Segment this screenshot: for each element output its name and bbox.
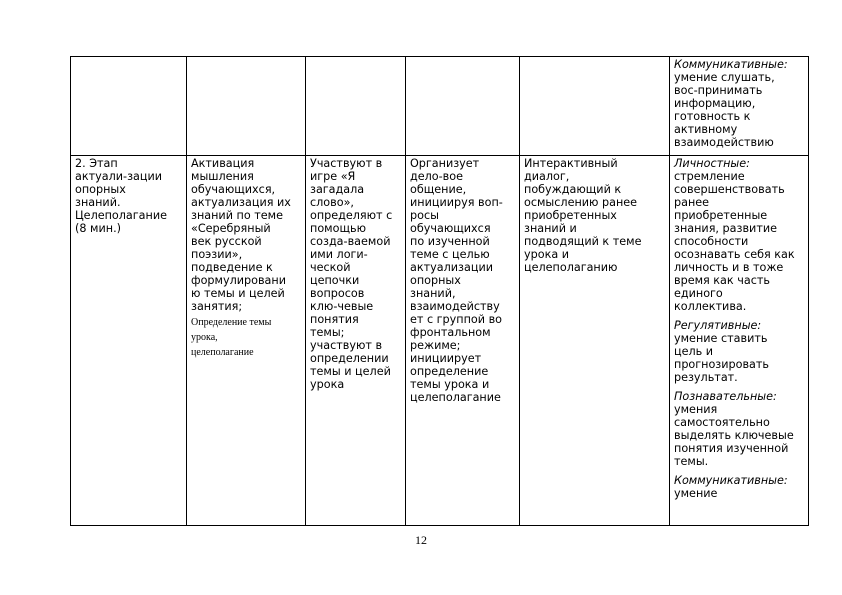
cell-line: режиме; — [410, 339, 461, 352]
cell-line: век русской — [191, 235, 262, 248]
cell-line: диалог, — [524, 170, 570, 183]
cell-line: опорных — [75, 183, 126, 196]
cell-line: темы урока и — [410, 378, 490, 391]
cell-line: приобретенные — [674, 209, 768, 222]
result-block-cognitive — [674, 390, 806, 468]
cell-line: инициирует — [410, 352, 482, 365]
cell-line: темы и целей — [310, 365, 391, 378]
cell-line: игре «Я — [310, 170, 356, 183]
cell-line: (8 мин.) — [75, 222, 121, 235]
cell-line: Интерактивный — [524, 157, 618, 170]
cell-line: поэзии», — [191, 248, 243, 261]
cell-line: целеполагание — [410, 391, 501, 404]
result-block-communicative — [674, 58, 806, 149]
cell-line: знания, развитие — [674, 222, 777, 235]
cell-line: побуждающий к — [524, 183, 622, 196]
cell-line: взаимодействию — [674, 136, 774, 149]
cell-line: по изученной — [410, 235, 490, 248]
table-cell-teacher — [406, 57, 520, 156]
cell-line: обучающихся — [410, 222, 491, 235]
cell-line: приобретенных — [524, 209, 617, 222]
cell-line: занятия; — [191, 300, 243, 313]
table-cell-teacher — [406, 156, 520, 526]
cell-line: подводящий к теме — [524, 235, 642, 248]
result-label: Регулятивные: — [674, 319, 762, 332]
cell-line: ческой — [310, 261, 351, 274]
cell-line: определение — [410, 365, 489, 378]
result-block-personal — [674, 157, 806, 313]
cell-line: готовность к — [674, 110, 751, 123]
cell-line: актуали-зации — [75, 170, 163, 183]
cell-line: дело-вое — [410, 170, 463, 183]
cell-line: темы; — [310, 326, 345, 339]
cell-line: теме с целью — [410, 248, 490, 261]
cell-line: коллектива. — [674, 300, 747, 313]
table-cell-method — [520, 156, 670, 526]
cell-line: выделять ключевые — [674, 429, 794, 442]
cell-line: умение слушать, — [674, 71, 775, 84]
table-cell-students — [306, 156, 406, 526]
cell-line: осознавать себя как — [674, 248, 795, 261]
cell-line: слово», — [310, 196, 354, 209]
cell-line: целеполагание — [191, 347, 254, 358]
page-number: 12 — [415, 533, 427, 547]
cell-line: мышления — [191, 170, 254, 183]
cell-line: Активация — [191, 157, 255, 170]
table-cell-content — [187, 57, 306, 156]
cell-line: цепочки — [310, 274, 360, 287]
cell-line: ими логи- — [310, 248, 368, 261]
table-row — [71, 57, 809, 156]
cell-line: «Серебряный — [191, 222, 271, 235]
cell-line: ет с группой во — [410, 313, 503, 326]
cell-line: актуализации — [410, 261, 493, 274]
cell-line: формулировани — [191, 274, 286, 287]
cell-line: знаний по теме — [191, 209, 283, 222]
cell-line: знаний и — [524, 222, 577, 235]
cell-line: стремление — [674, 170, 745, 183]
cell-line: подведение к — [191, 261, 273, 274]
result-label: Коммуникативные: — [674, 58, 788, 71]
cell-line: информацию, — [674, 97, 756, 110]
cell-line: Участвуют в — [310, 157, 383, 170]
cell-line: умение — [674, 487, 718, 500]
cell-line: ранее — [674, 196, 710, 209]
cell-line: целеполаганию — [524, 261, 618, 274]
cell-line: взаимодейству — [410, 300, 500, 313]
table-cell-results — [670, 57, 809, 156]
cell-line: ю темы и целей — [191, 287, 285, 300]
cell-line: клю-чевые — [310, 300, 374, 313]
cell-line: прогнозировать — [674, 358, 770, 371]
cell-line: время как часть — [674, 274, 770, 287]
cell-line: опорных — [410, 274, 461, 287]
table-cell-method — [520, 57, 670, 156]
cell-line: участвуют в — [310, 339, 383, 352]
result-label: Личностные: — [674, 157, 750, 170]
cell-line: помощью — [310, 222, 366, 235]
cell-line: урока — [310, 378, 345, 391]
cell-line: инициируя воп- — [410, 196, 503, 209]
cell-line: урока и — [524, 248, 570, 261]
cell-line: понятия — [310, 313, 359, 326]
table-cell-stage — [71, 57, 187, 156]
cell-line: понятия изученной — [674, 442, 789, 455]
content-note — [191, 315, 303, 360]
result-label: Коммуникативные: — [674, 474, 788, 487]
cell-line: определении — [310, 352, 389, 365]
cell-line: умение ставить — [674, 332, 768, 345]
cell-line: знаний, — [410, 287, 456, 300]
result-label: Познавательные: — [674, 390, 777, 403]
cell-line: Организует — [410, 157, 480, 170]
table-cell-content — [187, 156, 306, 526]
cell-line: вопросов — [310, 287, 365, 300]
cell-line: осмыслению ранее — [524, 196, 638, 209]
cell-line: актуализация их — [191, 196, 291, 209]
cell-line: росы — [410, 209, 439, 222]
cell-line: активному — [674, 123, 738, 136]
lesson-plan-table — [70, 56, 809, 526]
cell-line: единого — [674, 287, 723, 300]
table-cell-results — [670, 156, 809, 526]
cell-line: вос-принимать — [674, 84, 763, 97]
cell-line: личность и в тоже — [674, 261, 784, 274]
cell-line: обучающихся, — [191, 183, 276, 196]
cell-line: умения — [674, 403, 718, 416]
cell-line: урока, — [191, 332, 218, 343]
cell-line: темы. — [674, 455, 709, 468]
cell-line: способности — [674, 235, 749, 248]
cell-line: совершенствовать — [674, 183, 785, 196]
cell-line: Определение темы — [191, 317, 272, 328]
result-block-communicative — [674, 474, 806, 500]
cell-line: фронтальном — [410, 326, 491, 339]
table-cell-students — [306, 57, 406, 156]
cell-line: общение, — [410, 183, 467, 196]
cell-line: цель и — [674, 345, 714, 358]
cell-line: созда-ваемой — [310, 235, 391, 248]
cell-line: 2. Этап — [75, 157, 118, 170]
cell-line: результат. — [674, 371, 738, 384]
table-cell-stage — [71, 156, 187, 526]
table-row — [71, 156, 809, 526]
result-block-regulatory — [674, 319, 806, 384]
cell-line: самостоятельно — [674, 416, 770, 429]
cell-line: определяют с — [310, 209, 393, 222]
cell-line: загадала — [310, 183, 365, 196]
cell-line: знаний. — [75, 196, 121, 209]
cell-line: Целеполагание — [75, 209, 167, 222]
